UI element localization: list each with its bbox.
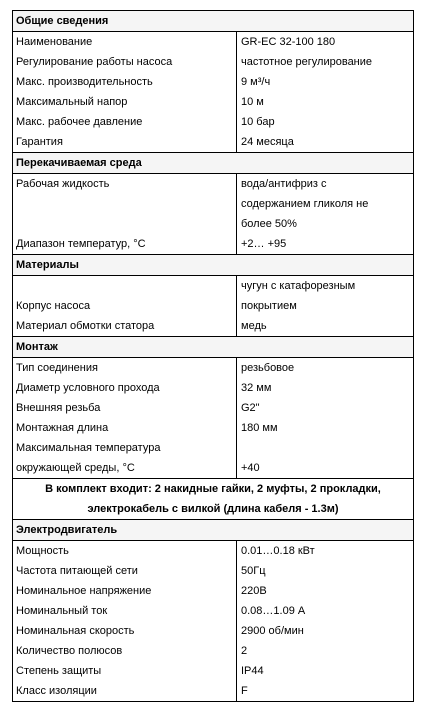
row-value: 0.08…1.09 А <box>237 601 414 621</box>
row-value: 180 мм <box>237 418 414 438</box>
section-title: Монтаж <box>13 337 414 358</box>
row-label: Максимальный напор <box>13 92 237 112</box>
row-value: чугун с катафорезным <box>237 276 414 297</box>
row-label: Номинальное напряжение <box>13 581 237 601</box>
row-value: содержанием гликоля не <box>237 194 414 214</box>
section-title: Материалы <box>13 255 414 276</box>
section-title: Перекачиваемая среда <box>13 153 414 174</box>
row-label-empty <box>13 194 237 214</box>
table-row <box>13 316 414 337</box>
section-header-materials <box>13 255 414 276</box>
section-header-motor <box>13 520 414 541</box>
row-label: Диаметр условного прохода <box>13 378 237 398</box>
row-value: F <box>237 681 414 702</box>
table-row <box>13 52 414 72</box>
section-header-medium <box>13 153 414 174</box>
row-label-empty <box>13 214 237 234</box>
row-label: Количество полюсов <box>13 641 237 661</box>
table-row <box>13 661 414 681</box>
row-value: 10 бар <box>237 112 414 132</box>
kit-note: В комплект входит: 2 накидные гайки, 2 муфты, 2 прокладки, электрокабель с вилкой (длина кабеля - 1.3м) <box>13 479 414 520</box>
spec-table <box>12 10 414 702</box>
row-value: резьбовое <box>237 358 414 379</box>
table-row <box>13 378 414 398</box>
row-value: медь <box>237 316 414 337</box>
row-value: 10 м <box>237 92 414 112</box>
table-row <box>13 621 414 641</box>
row-label: Материал обмотки статора <box>13 316 237 337</box>
table-row <box>13 132 414 153</box>
row-value: вода/антифриз с <box>237 174 414 195</box>
table-row <box>13 194 414 214</box>
row-label: Мощность <box>13 541 237 562</box>
table-row <box>13 418 414 438</box>
table-row <box>13 541 414 562</box>
row-label: Макс. рабочее давление <box>13 112 237 132</box>
table-row <box>13 438 414 458</box>
row-value: частотное регулирование <box>237 52 414 72</box>
row-value-empty <box>237 438 414 458</box>
row-label: Диапазон температур, °С <box>13 234 237 255</box>
table-row <box>13 681 414 702</box>
row-value: 50Гц <box>237 561 414 581</box>
row-value: +2… +95 <box>237 234 414 255</box>
row-value: GR-EC 32-100 180 <box>237 32 414 53</box>
section-title: Общие сведения <box>13 11 414 32</box>
section-header-mounting <box>13 337 414 358</box>
section-header-general <box>13 11 414 32</box>
table-row <box>13 398 414 418</box>
table-row <box>13 581 414 601</box>
row-label: Номинальная скорость <box>13 621 237 641</box>
table-row <box>13 296 414 316</box>
table-row <box>13 234 414 255</box>
row-label: Рабочая жидкость <box>13 174 237 195</box>
row-value: 32 мм <box>237 378 414 398</box>
table-row <box>13 358 414 379</box>
row-value: 24 месяца <box>237 132 414 153</box>
row-label: окружающей среды, °С <box>13 458 237 479</box>
row-value: +40 <box>237 458 414 479</box>
row-label: Гарантия <box>13 132 237 153</box>
row-label: Макс. производительность <box>13 72 237 92</box>
row-label: Внешняя резьба <box>13 398 237 418</box>
row-label: Максимальная температура <box>13 438 237 458</box>
row-label: Степень защиты <box>13 661 237 681</box>
table-row <box>13 276 414 297</box>
table-row <box>13 32 414 53</box>
table-row <box>13 214 414 234</box>
row-label: Частота питающей сети <box>13 561 237 581</box>
section-title: Электродвигатель <box>13 520 414 541</box>
row-label: Корпус насоса <box>13 296 237 316</box>
table-row <box>13 561 414 581</box>
row-value: покрытием <box>237 296 414 316</box>
row-value: более 50% <box>237 214 414 234</box>
table-row <box>13 641 414 661</box>
row-label-empty <box>13 276 237 297</box>
kit-note-row <box>13 479 414 520</box>
row-value: 2 <box>237 641 414 661</box>
table-row <box>13 72 414 92</box>
row-value: 0.01…0.18 кВт <box>237 541 414 562</box>
row-label: Регулирование работы насоса <box>13 52 237 72</box>
table-row <box>13 601 414 621</box>
table-row <box>13 174 414 195</box>
table-row <box>13 112 414 132</box>
row-label: Тип соединения <box>13 358 237 379</box>
row-value: G2" <box>237 398 414 418</box>
row-value: 9 м³/ч <box>237 72 414 92</box>
row-value: 220В <box>237 581 414 601</box>
row-label: Номинальный ток <box>13 601 237 621</box>
row-label: Наименование <box>13 32 237 53</box>
row-label: Монтажная длина <box>13 418 237 438</box>
table-row <box>13 92 414 112</box>
table-row <box>13 458 414 479</box>
row-value: 2900 об/мин <box>237 621 414 641</box>
row-label: Класс изоляции <box>13 681 237 702</box>
row-value: IP44 <box>237 661 414 681</box>
